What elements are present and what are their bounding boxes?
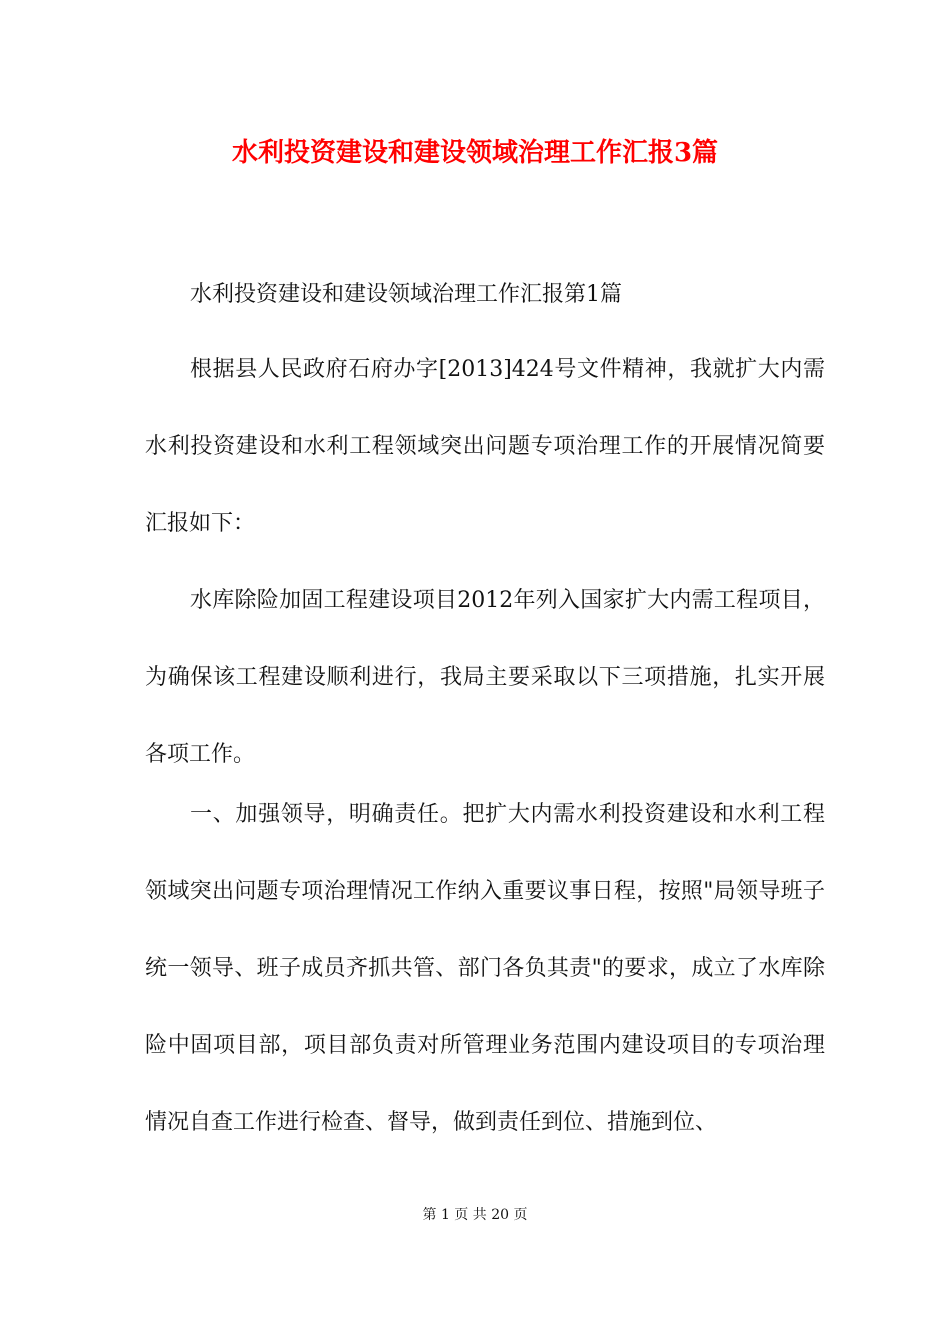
document-title: 水利投资建设和建设领域治理工作汇报3篇 [231,138,719,168]
paragraph-project: 水库除险加固工程建设项目2012年列入国家扩大内需工程项目，为确保该工程建设顺利进行，我局主要采取以下三项措施，扎实开展各项工作。 [145,588,825,767]
section-heading: 水利投资建设和建设领域治理工作汇报第1篇 [190,282,622,307]
paragraph-measure-one: 一、加强领导，明确责任。把扩大内需水利投资建设和水利工程领域突出问题专项治理情况工作纳入重要议事日程，按照"局领导班子统一领导、班子成员齐抓共管、部门各负其责"的要求，成立了水库除险中固项目部，项目部负责对所管理业务范围内建设项目的专项治理情况自查工作进行检查、督导，做到责任到位、措施到位、 [145,802,825,1135]
page-footer: 第 1 页 共 20 页 [422,1207,528,1223]
paragraph-intro: 根据县人民政府石府办字[2013]424号文件精神，我就扩大内需水利投资建设和水利工程领域突出问题专项治理工作的开展情况简要汇报如下： [145,357,825,536]
